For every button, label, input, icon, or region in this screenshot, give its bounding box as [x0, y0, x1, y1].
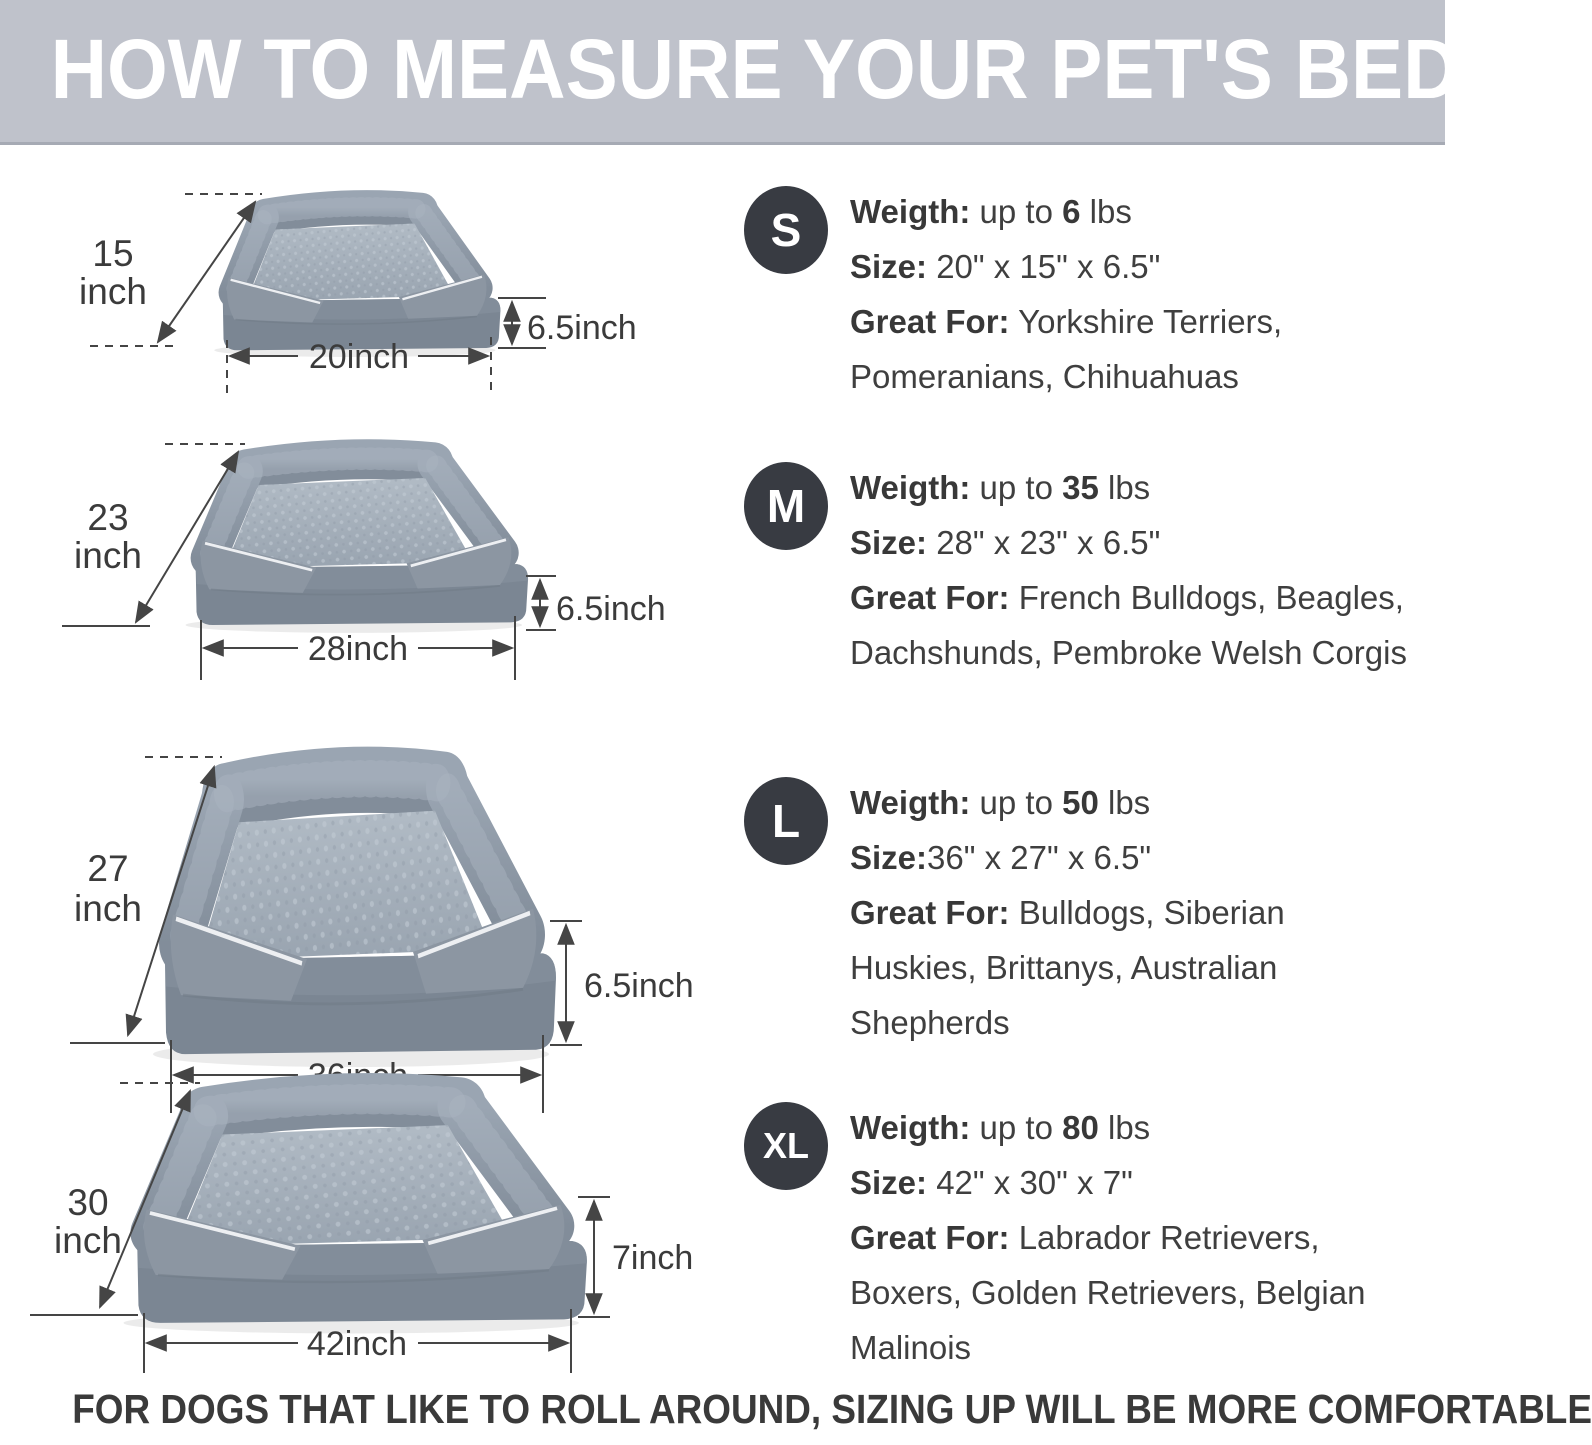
- height-annotation: [578, 1197, 693, 1317]
- bed-figure-l: [0, 735, 740, 1065]
- depth-unit-label: inch: [74, 535, 142, 576]
- bed-illustration: [186, 459, 529, 633]
- size-description-xl: [850, 1100, 1412, 1375]
- size-row-xl: [0, 1065, 1445, 1385]
- great-for-line: Great For: Bulldogs, Siberian Huskies, Brittanys, Australian Shepherds: [850, 894, 1285, 1041]
- depth-value-label: 15: [92, 233, 134, 274]
- bed-figure-s: [0, 142, 740, 430]
- depth-value-label: 30: [67, 1182, 109, 1223]
- depth-value-label: 23: [87, 497, 129, 538]
- depth-unit-label: inch: [79, 271, 147, 312]
- size-row-l: [0, 735, 1445, 1065]
- footer-note-bar: [0, 1378, 1592, 1445]
- footer-note: FOR DOGS THAT LIKE TO ROLL AROUND, SIZING UP WILL BE MORE COMFORTABLE: [72, 1386, 1592, 1432]
- height-label: 7inch: [612, 1239, 694, 1277]
- size-badge-s: S: [744, 186, 828, 274]
- page-title: HOW TO MEASURE YOUR PET'S BED: [50, 22, 1460, 116]
- height-annotation: [550, 921, 694, 1045]
- great-for-line: Great For: French Bulldogs, Beagles, Dachshunds, Pembroke Welsh Corgis: [850, 579, 1407, 671]
- bed-illustration: [124, 1099, 587, 1333]
- weight-line: Weigth: up to 50 lbs: [850, 784, 1151, 821]
- size-info-l: [744, 775, 1412, 1050]
- depth-unit-label: inch: [54, 1220, 122, 1261]
- bed-figure-xl: [0, 1065, 740, 1385]
- depth-unit-label: inch: [74, 888, 142, 929]
- height-label: 6.5inch: [584, 967, 694, 1005]
- size-line: Size:36" x 27" x 6.5": [850, 839, 1152, 876]
- depth-value-label: 27: [87, 848, 129, 889]
- size-line: Size: 28" x 23" x 6.5": [850, 524, 1161, 561]
- size-description-l: [850, 775, 1412, 1050]
- height-label: 6.5inch: [556, 590, 666, 628]
- width-label: 20inch: [308, 338, 410, 376]
- height-annotation: [526, 576, 666, 630]
- height-label: 6.5inch: [527, 309, 637, 347]
- size-badge-xl: XL: [744, 1102, 828, 1190]
- size-info-m: [744, 460, 1412, 680]
- size-info-s: [744, 184, 1412, 404]
- weight-line: Weigth: up to 6 lbs: [850, 193, 1132, 230]
- header-banner: [0, 0, 1460, 145]
- bed-illustration: [214, 207, 500, 357]
- weight-line: Weigth: up to 35 lbs: [850, 469, 1151, 506]
- weight-line: Weigth: up to 80 lbs: [850, 1109, 1151, 1146]
- size-info-xl: [744, 1100, 1412, 1375]
- great-for-line: Great For: Yorkshire Terriers, Pomeranians, Chihuahuas: [850, 303, 1283, 395]
- height-annotation: [498, 298, 637, 348]
- bed-illustration: [153, 779, 556, 1067]
- size-badge-l: L: [744, 777, 828, 865]
- size-description-s: [850, 184, 1412, 404]
- size-line: Size: 20" x 15" x 6.5": [850, 248, 1161, 285]
- bed-figure-m: [0, 430, 740, 735]
- size-description-m: [850, 460, 1412, 680]
- great-for-line: Great For: Labrador Retrievers, Boxers, Golden Retrievers, Belgian Malinois: [850, 1219, 1366, 1366]
- size-badge-m: M: [744, 462, 828, 550]
- size-row-m: [0, 430, 1445, 735]
- size-line: Size: 42" x 30" x 7": [850, 1164, 1133, 1201]
- width-label: 42inch: [306, 1325, 408, 1363]
- size-row-s: [0, 142, 1445, 430]
- width-label: 28inch: [307, 630, 409, 668]
